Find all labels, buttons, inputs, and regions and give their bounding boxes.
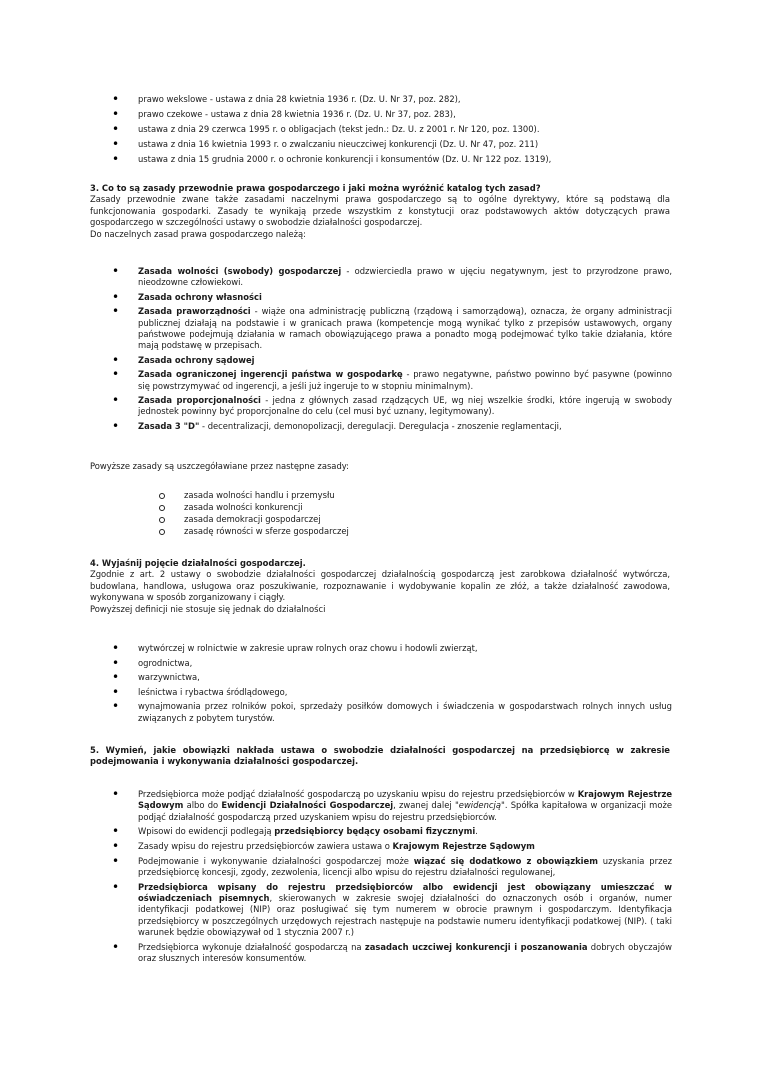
sub-principles-list [158,490,558,538]
text-run: . [475,826,478,837]
principle-description: - prawo negatywne, państwo powinno być pasywne (powinno się powstrzymywać od ingerencji, a jeśli już ingeruje to w stopniu minimalnym). [138,369,672,391]
list-item-text: ustawa z dnia 16 kwietnia 1993 r. o zwalczaniu nieuczciwej konkurencji (Dz. U. Nr 47, poz. 211) [138,139,539,149]
list-item [112,826,672,837]
list-item-text: leśnictwa i rybactwa śródlądowego, [138,686,288,697]
list-item-text: ustawa z dnia 15 grudnia 2000 r. o ochronie konkurencji i konsumentów (Dz. U. Nr 122 poz. 1319), [138,154,552,164]
principle-name: Zasada praworządności [138,306,251,317]
text-run: Zasady wpisu do rejestru przedsiębiorców zawiera ustawa o [138,841,393,851]
text-run: Wpisowi do ewidencji podlegają [138,826,275,837]
list-item [112,687,672,698]
text-run: , zwanej dalej [393,800,455,811]
list-item [112,124,672,135]
section-3-heading: 3. Co to są zasady przewodnie prawa gospodarczego i jaki można wyróżnić katalog tych zasad? [90,183,541,193]
list-item-text: wytwórczej w rolnictwie w zakresie upraw rolnych oraz chowu i hodowli zwierząt, [138,643,478,653]
list-item [158,502,558,513]
principle-name: Zasada proporcjonalności [138,395,261,406]
section-3 [90,183,670,240]
activities-list [112,643,672,727]
section-4-intro: Powyższej definicji nie stosuje się jednak do działalności [90,603,326,614]
list-item [112,369,672,392]
principle-description: - decentralizacji, demonopolizacji, deregulacji. Deregulacja - znoszenie reglamentacji, [199,420,562,431]
list-item-text: ogrodnictwa, [138,657,193,668]
text-run: . Spółka kapitałowa w organizacji może podjąć działalność gospodarczą przed uzyskaniem wpisu do rejestru przedsiębiorców. [138,800,672,822]
bold-run: Przedsiębiorca wpisany do rejestru przedsiębiorców albo ewidencji jest obowiązany umieszczać w oświadczeniach pisemnych [138,881,672,903]
text-run: Podejmowanie i wykonywanie działalności gospodarczej może [138,855,414,866]
section-4 [90,558,670,615]
list-item [112,94,672,105]
list-item [112,292,672,303]
legal-acts-list [112,94,672,169]
section-3-paragraph: Zasady przewodnie zwane także zasadami naczelnymi prawa gospodarczego są to ogólne dyrektywy, które są podstawą dla funkcjonowania gospodarki. Zasady te wynikają przede wszystkim z konstytucji oraz podstawowych aktów dotyczących prawa gospodarczego w szczególności ustawy o swobodzie działalności gospodarczej. [90,194,670,228]
list-item [112,421,672,432]
list-item [112,643,672,654]
list-item [112,306,672,352]
bold-run: przedsiębiorcy będący osobami fizycznymi [274,826,476,837]
list-item [112,672,672,683]
bold-run: wiązać się dodatkowo z obowiązkiem [413,855,598,866]
principle-name: Zasada 3 "D" [138,420,200,431]
list-item [112,856,672,879]
list-item [158,526,558,537]
principle-description: - odzwierciedla prawo w ujęciu negatywnym, jest to przyrodzone prawo, nieodzowne człowiekowi. [138,266,673,288]
list-item [112,139,672,150]
principle-name: Zasada wolności (swobody) gospodarczej [138,266,342,276]
list-item [112,109,672,120]
principle-description: - jedna z głównych zasad rządzących UE, wg niej wszelkie środki, które ingerują w swobody jednostek powinny być proporcjonalne do celu (cel musi być uznany, legitymowany). [138,395,672,417]
list-item [112,266,672,289]
list-item-text: warzywnictwa, [138,672,200,683]
principles-list [112,266,672,435]
section-5-heading: 5. Wymień, jakie obowiązki nakłada ustawa o swobodzie działalności gospodarczej na przedsiębiorcę w zakresie podejmowania i wykonywania działalności gospodarczej. [90,745,670,767]
section-3-intro: Do naczelnych zasad prawa gospodarczego należą: [90,228,307,239]
bold-run: Krajowym Rejestrze Sądowym [392,841,535,851]
list-item [158,490,558,501]
list-item-text: prawo wekslowe - ustawa z dnia 28 kwietnia 1936 r. (Dz. U. Nr 37, poz. 282), [138,94,461,104]
list-item [112,882,672,939]
sub-principles-intro: Powyższe zasady są uszczegóławiane przez następne zasady: [90,461,349,471]
text-run: , skierowanych w zakresie swojej działalności do oznaczonych osób i organów, numer identyfikacji podatkowej (NIP) oraz posługiwać się tym numerem w obrocie prawnym i gospodarczym. Identyfikacja przedsiębiorcy w poszczególnych urzędowych rejestrach następuje na podstawie numeru identyfikacji podatkowej (NIP). ( taki warunek będzie obowiązywał od 1 stycznia 2007 r.) [138,893,672,938]
list-item-text: wynajmowania przez rolników pokoi, sprzedaży posiłków domowych i świadczenia w gospodarstwach rolnych innych usług związanych z pobytem turystów. [138,701,672,723]
list-item [112,355,672,366]
list-item [112,658,672,669]
principle-name: Zasada ochrony sądowej [138,354,255,365]
section-4-heading: 4. Wyjaśnij pojęcie działalności gospodarczej. [90,558,306,568]
list-item-text: zasada wolności handlu i przemysłu [184,490,335,500]
list-item-text: zasada demokracji gospodarczej [184,514,321,524]
bold-run: zasadach uczciwej konkurencji i poszanowania [364,941,588,952]
list-item-text: zasadę równości w sferze gospodarczej [184,526,349,536]
bold-run: Ewidencji Działalności Gospodarczej [221,800,394,811]
section-4-paragraph: Zgodnie z art. 2 ustawy o swobodzie działalności gospodarczej działalnością gospodarczą jest zarobkowa działalność wytwórcza, budowlana, handlowa, usługowa oraz poszukiwanie, rozpoznawanie i wydobywanie kopalin ze złóż, a także działalność zawodowa, wykonywana w sposób zorganizowany i ciągły. [90,569,670,603]
text-run: uzyskania przez przedsiębiorcę koncesji, zgody, zezwolenia, licencji albo wpisu do rejestru działalności regulowanej, [138,855,673,877]
list-item [112,942,672,965]
section-5 [90,745,670,768]
text-run: dobrych obyczajów oraz słusznych interesów konsumentów. [138,941,672,964]
text-run: Przedsiębiorca wykonuje działalność gospodarczą na [138,941,365,952]
list-item [112,395,672,418]
list-item [112,701,672,724]
principle-name: Zasada ochrony własności [138,291,262,302]
list-item-text: zasada wolności konkurencji [184,502,303,512]
principle-description: - wiąże ona administrację publiczną (rządową i samorządową), oznacza, że organy administracji publicznej działają na podstawie i w granicach prawa (kompetencje mogą wynikać tylko z przepisów ustawowych, organy państwowe podejmują działania w ramach obowiązującego prawa a ponadto mogą podejmować tylko takie działania, które mają podstawę w przepisach. [138,306,672,351]
list-item [158,514,558,525]
list-item [112,154,672,165]
principle-name: Zasada ograniczonej ingerencji państwa w gospodarkę [138,369,403,380]
list-item-text: ustawa z dnia 29 czerwca 1995 r. o obligacjach (tekst jedn.: Dz. U. z 2001 r. Nr 120, poz. 1300). [138,124,540,134]
list-item-text: prawo czekowe - ustawa z dnia 28 kwietnia 1936 r. (Dz. U. Nr 37, poz. 283), [138,109,456,119]
list-item [112,841,672,852]
italic-run: "ewidencją" [454,800,505,811]
list-item [112,789,672,823]
duties-list [112,789,672,968]
text-run: albo do [183,800,222,811]
text-run: Przedsiębiorca może podjąć działalność gospodarczą po uzyskaniu wpisu do rejestru przedsiębiorców w [138,789,578,799]
bold-run: Krajowym Rejestrze Sądowym [138,789,673,811]
